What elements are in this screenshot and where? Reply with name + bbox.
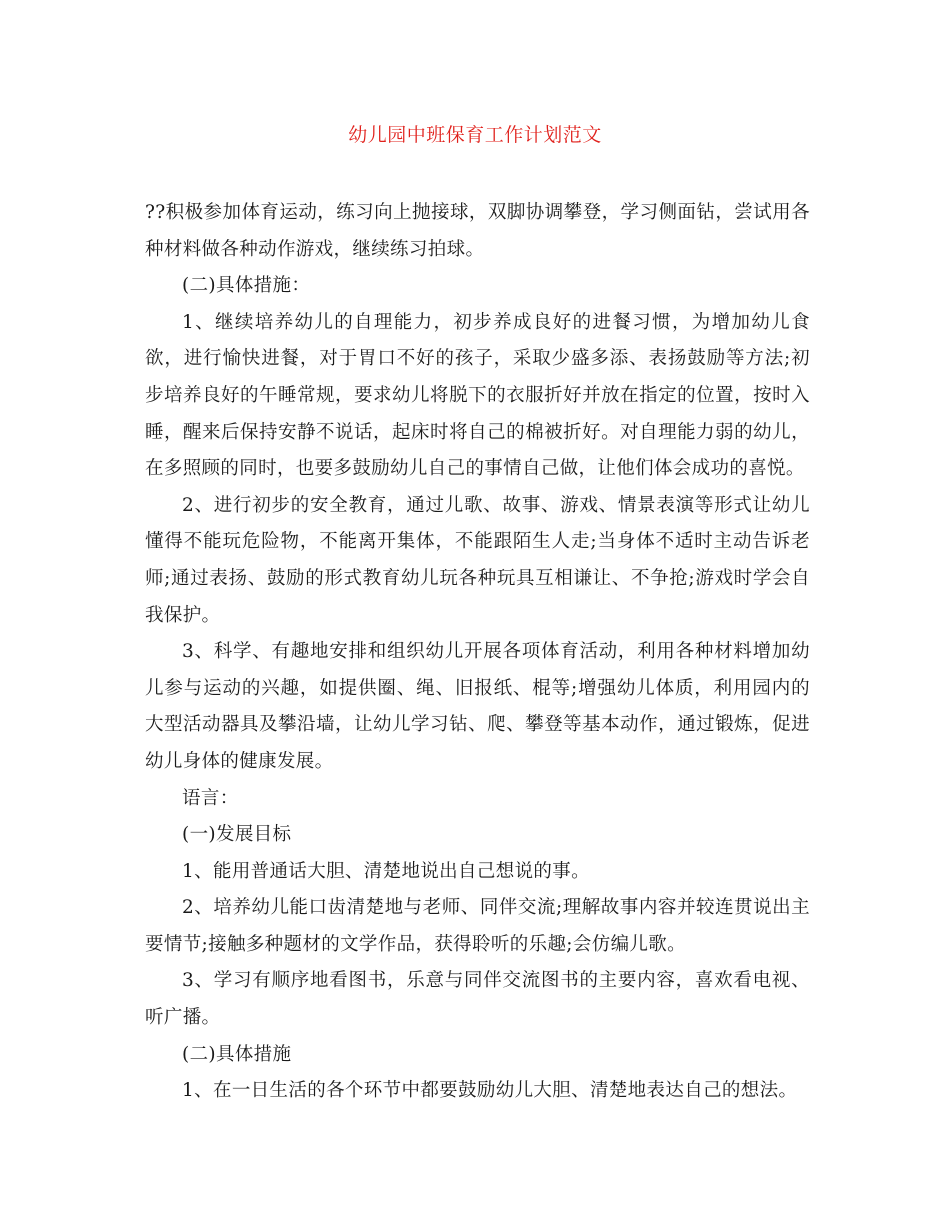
- paragraph: 1、在一日生活的各个环节中都要鼓励幼儿大胆、清楚地表达自己的想法。: [182, 1080, 798, 1102]
- paragraph: 2、培养幼儿能口齿清楚地与老师、同伴交流;理解故事内容并较连贯说出主要情节;接触多种题材的文学作品，获得聆听的乐趣;会仿编儿歌。: [145, 897, 810, 955]
- paragraph: 3、学习有顺序地看图书，乐意与同伴交流图书的主要内容，喜欢看电视、听广播。: [145, 970, 810, 1029]
- paragraph: 1、能用普通话大胆、清楚地说出自己想说的事。: [182, 860, 590, 882]
- page-title: 幼儿园中班保育工作计划范文: [348, 124, 602, 146]
- paragraph: 2、进行初步的安全教育，通过儿歌、故事、游戏、情景表演等形式让幼儿懂得不能玩危险物，不能离开集体，不能跟陌生人走;当身体不适时主动告诉老师;通过表扬、鼓励的形式教育幼儿玩各种玩具互相谦让、不争抢;游戏时学会自我保护。: [145, 494, 810, 626]
- paragraph: ??积极参加体育运动，练习向上抛接球，双脚协调攀登，学习侧面钻，尝试用各种材料做各种动作游戏，继续练习拍球。: [145, 202, 810, 260]
- paragraph: 1、继续培养幼儿的自理能力，初步养成良好的进餐习惯，为增加幼儿食欲，进行愉快进餐，对于胃口不好的孩子，采取少盛多添、表扬鼓励等方法;初步培养良好的午睡常规，要求幼儿将脱下的衣服折好并放在指定的位置，按时入睡，醒来后保持安静不说话，起床时将自己的棉被折好。对自理能力弱的幼儿，在多照顾的同时，也要多鼓励幼儿自己的事情自己做，让他们体会成功的喜悦。: [145, 311, 810, 480]
- section-heading: (二)具体措施: [182, 1043, 292, 1065]
- section-heading: 语言：: [182, 787, 239, 809]
- section-heading: (一)发展目标: [182, 824, 292, 846]
- document-body: [145, 195, 810, 1110]
- section-heading: (二)具体措施：: [182, 275, 311, 297]
- paragraph: 3、科学、有趣地安排和组织幼儿开展各项体育活动，利用各种材料增加幼儿参与运动的兴趣，如提供圈、绳、旧报纸、棍等;增强幼儿体质，利用园内的大型活动器具及攀沿墙，让幼儿学习钻、爬、攀登等基本动作，通过锻炼，促进幼儿身体的健康发展。: [145, 641, 810, 772]
